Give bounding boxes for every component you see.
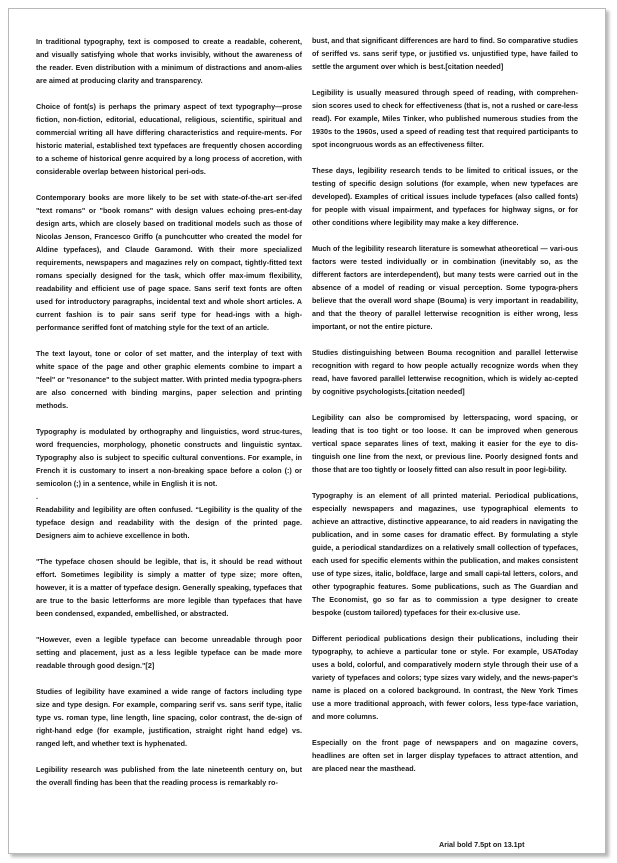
paragraph: The text layout, tone or color of set matter, and the interplay of text with white space of the page and other graphic elements combine to impart a "feel" or "resonance" to the subject matter. With printed media typogra-phers are also concerned with binding margins, paper selection and printing methods. bbox=[36, 349, 302, 410]
paragraph: Much of the legibility research literature is somewhat atheoretical — vari-ous factors were tested individually or in combination (inevitably so, as the different factors are interdependent), but many tests were carried out in the absence of a model of reading or visual perception. Some typogra-phers believe that the overall word shape (Bouma) is very important in readability, and that the theory of parallel letterwise recognition is either wrong, less important, or not the entire picture. bbox=[312, 244, 578, 331]
document-page bbox=[8, 8, 606, 854]
paragraph: Legibility can also be compromised by letterspacing, word spacing, or leading that is too tight or too loose. It can be improved when generous vertical space separates lines of text, making it easier for the eye to dis-tinguish one line from the next, or previous line. Poorly designed fonts and those that are too tightly or loosely fitted can also result in poor legi-bility. bbox=[312, 413, 578, 474]
paragraph: Typography is modulated by orthography and linguistics, word struc-tures, word frequencies, morphology, phonetic constructs and linguistic syntax. Typography also is subject to specific cultural conventions. For example, in French it is customary to insert a non-breaking space before a colon (:) or semicolon (;) in a sentence, while in English it is not. . Readability and legibility are often confused. “Legibility is the quality of the typeface design and readability with the design of the printed page. Designers aim to achieve excellence in both. bbox=[36, 427, 302, 540]
paragraph: Typography is an element of all printed material. Periodical publications, especially newspapers and magazines, use typographical elements to achieve an attractive, distinctive appearance, to aid readers in navigating the publication, and in some cases for dramatic effect. By formulating a style guide, a periodical standardizes on a relatively small collection of typefaces, each used for specific elements within the publication, and makes consistent use of type sizes, italic, boldface, large and small capi-tal letters, colors, and other typographic features. Some publications, such as The Guardian and The Economist, go so far as to commission a type designer to create bespoke (custom tailored) typefaces for their ex-clusive use. bbox=[312, 491, 578, 617]
paragraph: Different periodical publications design their publications, including their typography, to achieve a particular tone or style. For example, USAToday uses a bold, colorful, and comparatively modern style through their use of a variety of typefaces and colors; type sizes vary widely, and the news-paper's name is placed on a colored background. In contrast, the New York Times use a more traditional approach, with fewer colors, less type-face variation, and more columns. bbox=[312, 634, 578, 721]
paragraph: Legibility research was published from the late nineteenth century on, but the overall finding has been that the reading process is remarkably ro- bbox=[36, 765, 302, 787]
paragraph: Studies of legibility have examined a wide range of factors including type size and type design. For example, comparing serif vs. sans serif type, italic type vs. roman type, line length, line spacing, color contrast, the de-sign of right-hand edge (for example, justification, straight right hand edge) vs. ranged left, and whether text is hyphenated. bbox=[36, 687, 302, 748]
paragraph: "The typeface chosen should be legible, that is, it should be read without effort. Sometimes legibility is simply a matter of type size; more often, however, it is a matter of typeface design. Generally speaking, typefaces that are true to the basic letterforms are more legible than typefaces that have been condensed, expanded, embellished, or abstracted. bbox=[36, 557, 302, 618]
paragraph: Legibility is usually measured through speed of reading, with comprehen-sion scores used to check for effectiveness (that is, not a rushed or care-less read). For example, Miles Tinker, who published numerous studies from the 1930s to the 1960s, used a speed of reading test that required participants to spot incongruous words as an effectiveness filter. bbox=[312, 88, 578, 149]
paragraph: bust, and that significant differences are hard to find. So comparative studies of seriffed vs. sans serif type, or justified vs. unjustified type, have failed to settle the argument over which is best.[citation needed] bbox=[312, 36, 578, 71]
right-text-column bbox=[312, 34, 578, 775]
font-spec-caption: Arial bold 7.5pt on 13.1pt bbox=[439, 840, 525, 849]
paragraph: In traditional typography, text is composed to create a readable, coherent, and visually satisfying whole that works invisibly, without the awareness of the reader. Even distribution with a minimum of distractions and anom-alies are aimed at producing clarity and transparency. bbox=[36, 37, 302, 85]
paragraph: These days, legibility research tends to be limited to critical issues, or the testing of specific design solutions (for example, when new typefaces are developed). Examples of critical issues include typefaces (also called fonts) for people with visual impairment, and typefaces for highway signs, or for other conditions where legibility may make a key difference. bbox=[312, 166, 578, 227]
paragraph: Choice of font(s) is perhaps the primary aspect of text typography—prose fiction, non-fiction, editorial, educational, religious, scientific, spiritual and commercial writing all have differing characteristics and require-ments. For historic material, established text typefaces are frequently chosen according to a scheme of historical genre acquired by a long process of accretion, with considerable overlap between historical peri-ods. bbox=[36, 102, 302, 176]
paragraph: Studies distinguishing between Bouma recognition and parallel letterwise recognition with regard to how people actually recognize words when they read, have favored parallel letterwise recognition, which is widely ac-cepted by cognitive psychologists.[citation needed] bbox=[312, 348, 578, 396]
paragraph: "However, even a legible typeface can become unreadable through poor setting and placement, just as a less legible typeface can be made more readable through good design."[2] bbox=[36, 635, 302, 670]
paragraph: Contemporary books are more likely to be set with state-of-the-art ser-ifed "text romans" or "book romans" with design values echoing pres-ent-day design arts, which are closely based on traditional models such as those of Nicolas Jenson, Francesco Griffo (a punchcutter who created the model for Aldine typefaces), and Claude Garamond. With their more specialized requirements, newspapers and magazines rely on compact, tightly-fitted text romans specially designed for the task, which offer max-imum flexibility, readability and efficient use of page space. Sans serif text fonts are often used for introductory paragraphs, incidental text and whole short articles. A current fashion is to pair sans serif type for head-ings with a high-performance seriffed font of matching style for the text of an article. bbox=[36, 193, 302, 332]
left-text-column bbox=[36, 35, 302, 789]
paragraph: Especially on the front page of newspapers and on magazine covers, headlines are often set in larger display typefaces to attract attention, and are placed near the masthead. bbox=[312, 738, 578, 773]
